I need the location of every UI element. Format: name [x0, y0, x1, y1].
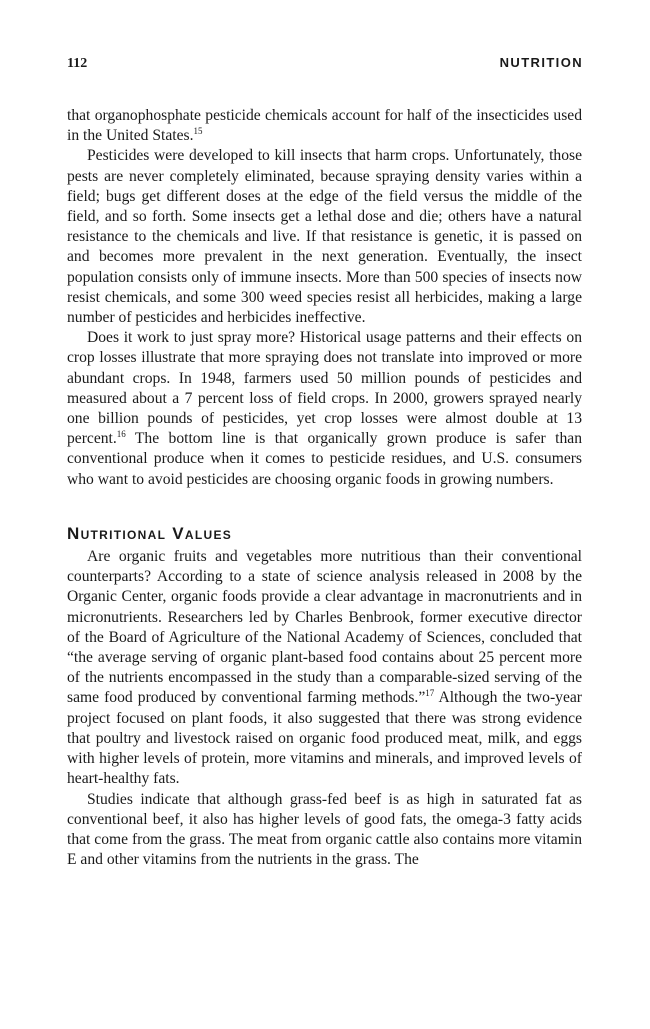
page-header	[67, 55, 583, 72]
section-heading: Nutritional Values	[67, 523, 233, 543]
footnote-ref[interactable]: 16	[116, 429, 126, 440]
running-head: NUTRITION	[499, 55, 583, 70]
paragraph: Are organic fruits and vegetables more nutritious than their conventional counterparts? According to a state of science analysis released in 2008 by the Organic Center, organic foods provide a clear advantage in macronutrients and in micronutrients. Researchers led by Charles Benbrook, former executive director of the Board of Agriculture of the National Academy of Sciences, concluded that “the average serving of organic plant-based food contains about 25 percent more of the nutrients encompassed in the study than a comparable-sized serving of the same food produced by conventional farming methods.”$^{17}$ Although the two-year project focused on plant foods, it also suggested that there was strong evidence that poultry and livestock raised on organic food produced meat, milk, and eggs with higher levels of protein, more vitamins and minerals, and improved levels of heart-healthy fats.	[67, 548, 582, 788]
paragraph: Does it work to just spray more? Historical usage patterns and their effects on crop losses illustrate that more spraying does not translate into improved or more abundant crops. In 1948, farmers used 50 million pounds of pesticides and measured about a 7 percent loss of field crops. In 2000, growers sprayed nearly one billion pounds of pesticides, yet crop losses were almost double at 13 percent.$^{16}$ The bottom line is that organically grown produce is safer than conventional produce when it comes to pesticide residues, and U.S. consumers who want to avoid pesticides are choosing organic foods in growing numbers.	[67, 329, 582, 488]
body-text	[67, 106, 582, 870]
footnote-ref[interactable]: 15	[193, 126, 203, 137]
footnote-ref[interactable]: 17	[425, 688, 435, 699]
paragraph: that organophosphate pesticide chemicals account for half of the insecticides used in the United States.$^{15}$	[67, 107, 582, 145]
paragraph: Pesticides were developed to kill insects that harm crops. Unfortunately, those pests are never completely eliminated, because spraying density varies within a field; bugs get different doses at the edge of the field versus the middle of the field, and so forth. Some insects get a lethal dose and die; others have a natural resistance to the chemicals and live. If that resistance is genetic, it is passed on and becomes more prevalent in the next generation. Eventually, the insect population consists only of immune insects. More than 500 species of insects now resist chemicals, and some 300 weed species resist all herbicides, making a large number of pesticides and herbicides ineffective.	[67, 147, 582, 327]
paragraph: Studies indicate that although grass-fed beef is as high in saturated fat as conventional beef, it also has higher levels of good fats, the omega-3 fatty acids that come from the grass. The meat from organic cattle also contains more vitamin E and other vitamins from the nutrients in the grass. The	[67, 790, 582, 869]
page-number: 112	[67, 56, 88, 71]
